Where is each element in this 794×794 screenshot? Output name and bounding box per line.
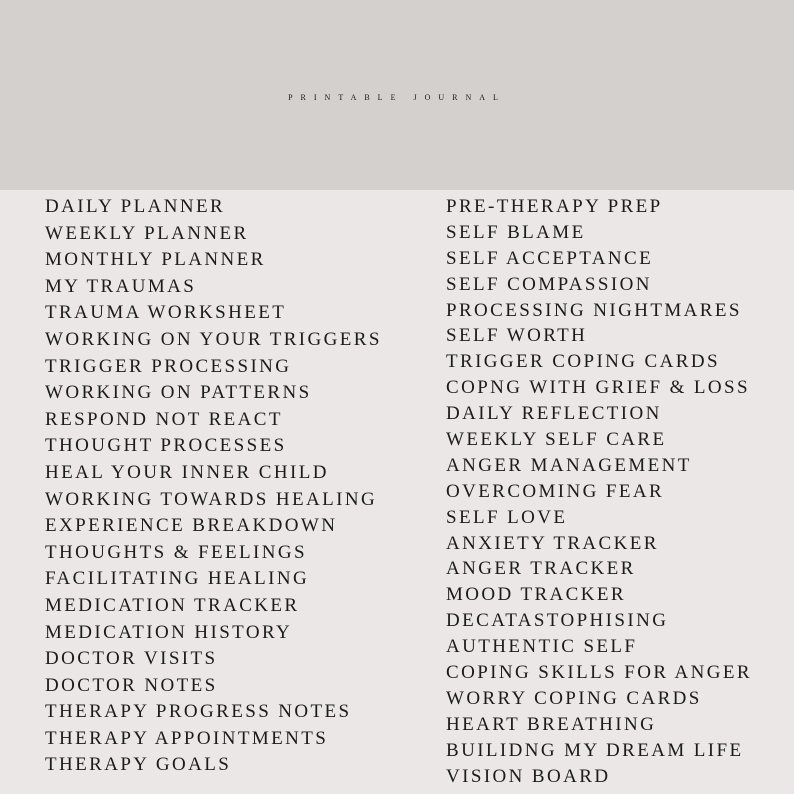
journal-item: SELF ACCEPTANCE [446,247,654,269]
journal-item: HEAL YOUR INNER CHILD [45,461,329,483]
journal-item: AUTHENTIC SELF [446,636,638,658]
journal-item: THERAPY APPOINTMENTS [45,727,329,749]
journal-item: HEART BREATHING [446,713,657,735]
journal-item: TRIGGER COPING CARDS [446,351,720,373]
left-item-list [45,194,382,779]
journal-item: MEDICATION TRACKER [45,594,300,616]
journal-item: TRAUMA WORKSHEET [45,302,287,324]
journal-item: BUILIDNG MY DREAM LIFE [446,739,744,761]
journal-item: SELF LOVE [446,506,568,528]
journal-item: THOUGHT PROCESSES [45,435,287,457]
journal-item: THERAPY GOALS [45,754,232,776]
journal-item: SELF BLAME [446,221,586,243]
journal-item: SELF COMPASSION [446,273,652,295]
header-banner [0,0,794,190]
journal-item: WORRY COPING CARDS [446,687,702,709]
journal-item: PRE-THERAPY PREP [446,196,663,217]
journal-item: MONTHLY PLANNER [45,249,266,271]
journal-item: WEEKLY SELF CARE [446,429,667,451]
journal-item: SELF WORTH [446,325,588,347]
journal-item: ANXIETY TRACKER [446,532,659,554]
journal-item: DAILY REFLECTION [446,403,662,425]
journal-item: RESPOND NOT REACT [45,408,283,430]
journal-item: THERAPY PROGRESS NOTES [45,701,352,723]
journal-item: COPNG WITH GRIEF & LOSS [446,377,750,399]
journal-item: MY TRAUMAS [45,275,197,297]
journal-item: FACILITATING HEALING [45,568,310,590]
journal-item: OVERCOMING FEAR [446,480,665,502]
journal-item: MEDICATION HISTORY [45,621,293,643]
journal-item: DAILY PLANNER [45,196,226,217]
journal-item: ANGER TRACKER [446,558,636,580]
journal-item: DOCTOR NOTES [45,674,218,696]
journal-item: EXPERIENCE BREAKDOWN [45,515,338,537]
journal-item: MOOD TRACKER [446,584,626,606]
journal-item: WEEKLY PLANNER [45,222,249,244]
journal-item: PROCESSING NIGHTMARES [446,299,742,321]
journal-item: DOCTOR VISITS [45,648,218,670]
journal-item: THOUGHTS & FEELINGS [45,541,307,563]
journal-item: VISION BOARD [446,765,611,787]
journal-item: WORKING ON PATTERNS [45,382,312,404]
right-item-list [446,194,752,789]
journal-item: TRIGGER PROCESSING [45,355,292,377]
journal-item: COPING SKILLS FOR ANGER [446,662,752,684]
journal-item: ANGER MANAGEMENT [446,454,692,476]
journal-item: WORKING ON YOUR TRIGGERS [45,328,382,350]
journal-item: DECATASTOPHISING [446,610,669,632]
page-title: PRINTABLE JOURNAL [288,93,506,102]
journal-item: WORKING TOWARDS HEALING [45,488,378,510]
